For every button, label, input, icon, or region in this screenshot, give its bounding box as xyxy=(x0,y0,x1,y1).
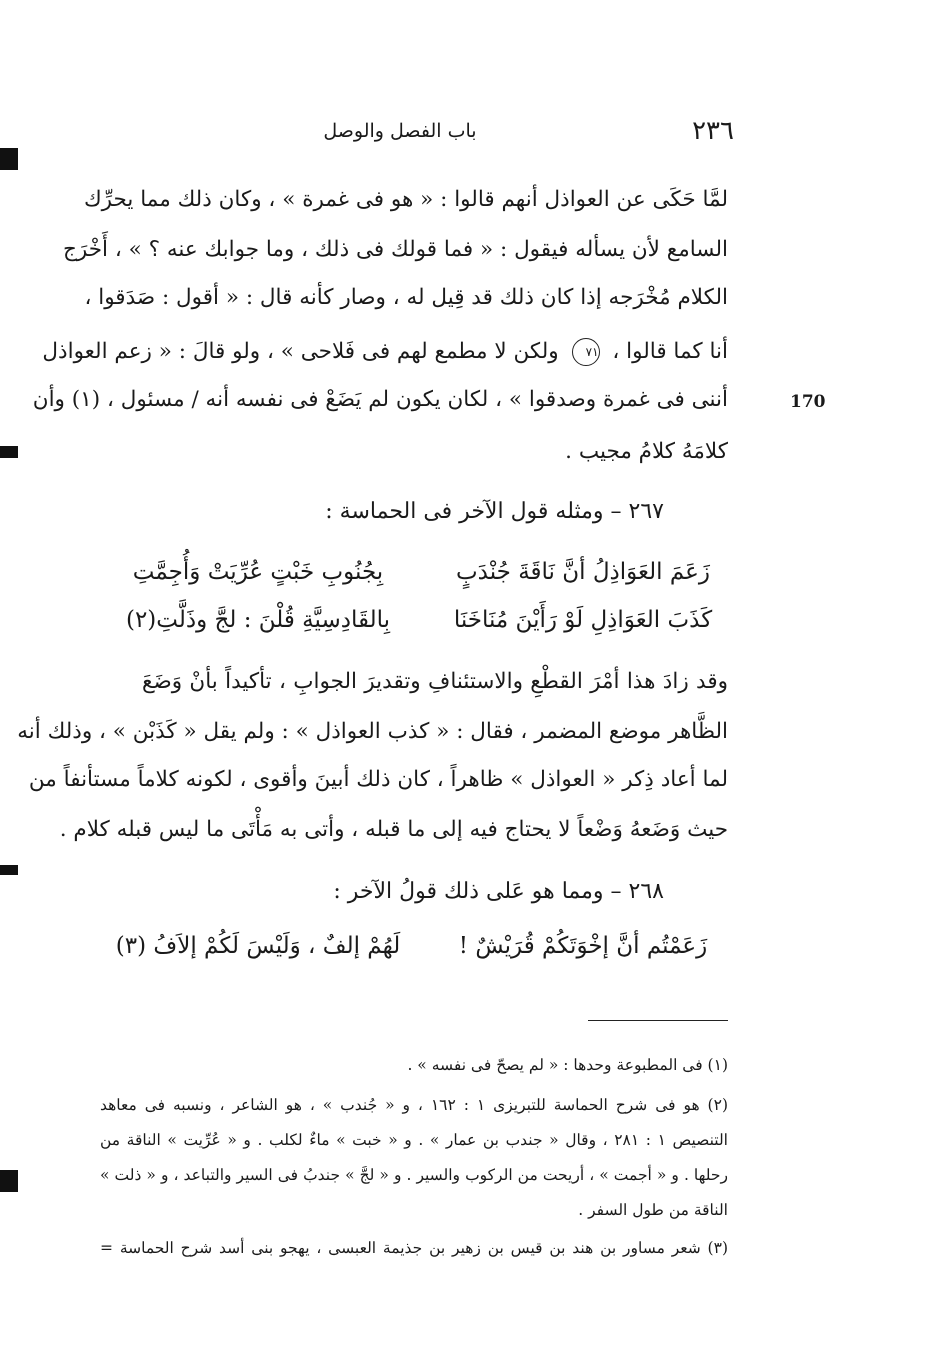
paragraph-line xyxy=(42,332,728,372)
paragraph-line: لمَّا حَكَى عن العواذل أنهم قالوا : « هو فى غمرة » ، وكان ذلك مما يحرِّك xyxy=(83,187,728,212)
paragraph-line: كلامَهُ كلامُ مجيب . xyxy=(565,439,728,464)
paragraph-line: لما أعاد ذِكر « العواذل » ظاهراً ، كان ذلك أبينَ وأقوى ، لكونه كلاماً مستأنفاً من xyxy=(28,767,728,792)
line-segment: ولكن لا مطمع لهم فى فَلاحى » ، ولو قالَ : « زعم العواذل xyxy=(42,339,559,364)
verse-hemistich: كَذَبَ العَوَاذِلِ لَوْ رَأَيْنَ مُنَاخَنَا xyxy=(453,607,713,633)
paragraph-line: السامع لأن يسأله فيقول : « فما قولك فى ذلك ، وما جوابك عنه ؟ » ، أَخْرَج xyxy=(63,237,728,262)
paragraph-line: وقد زادَ هذا أمْرَ القطْعِ والاستئنافِ وتقديرَ الجوابِ ، تأكيداً بأنْ وَضَعَ xyxy=(142,669,728,694)
verse-hemistich: بِالقَادِسِيَّةِ قُلْنَ : لجَّ وذَلَّتِ(٢) xyxy=(125,607,391,633)
verse-line xyxy=(100,598,728,642)
footnote-line: التنصيص ١ : ٢٨١ ، وقال « جندب بن عمار » . و « خبت » ماءٌ لكلب . و « عُرِّيت » الناقة من xyxy=(100,1131,728,1149)
page-marker-circle: ٧١ xyxy=(572,338,600,366)
verse-hemistich: بِجُنُوبِ خَبْتٍ عُرِّيَتْ وَأُجِمَّتِ xyxy=(132,559,384,585)
footnote-line: (٢) هو فى شرح الحماسة للتبريزى ١ : ١٦٢ ، و « جُندب » ، هو الشاعر ، ونسبه فى معاهد xyxy=(100,1096,728,1114)
line-segment: أنا كما قالوا ، xyxy=(612,339,728,364)
verse-hemistich: لَهُمْ إلفٌ ، وَلَيْسَ لَكُمْ إلاَفُ (٣) xyxy=(115,933,401,959)
section-heading: ٢٦٨ – ومما هو عَلى ذلك قولُ الآخر : xyxy=(333,879,664,904)
edge-mark xyxy=(0,446,18,458)
edge-mark xyxy=(0,148,18,170)
footnote-line: رحلها . و « أجمت » ، أريحت من الركوب والسير . و « لجَّ » جندبُ فى السير والتباعد ، و « ذلت » xyxy=(100,1166,728,1184)
verse-line xyxy=(100,924,728,968)
running-head: باب الفصل والوصل xyxy=(323,120,477,142)
edge-mark xyxy=(0,1170,18,1192)
verse-hemistich: زَعَمْتُم أنَّ إخْوَتَكُمْ قُرَيْشٌ ! xyxy=(458,933,708,959)
page-number: ٢٣٦ xyxy=(692,116,734,146)
footnote-line: (٣) شعر مساور بن هند بن قيس بن زهير بن جذيمة العبسى ، يهجو بنى أسد شرح الحماسة = xyxy=(100,1239,728,1257)
main-text xyxy=(17,180,728,1080)
footnote-line: الناقة من طول السفر . xyxy=(578,1201,728,1219)
paragraph-line: الكلام مُخْرَجه إذا كان ذلك قد قِيل له ، وصار كأنه قال : « أقول : صَدَقوا ، xyxy=(84,285,728,310)
edge-mark xyxy=(0,865,18,875)
verse-line xyxy=(100,550,728,594)
verse-hemistich: زَعَمَ العَوَاذِلُ أنَّ نَاقَةَ جُنْدَبٍ xyxy=(456,559,710,585)
margin-reference: 170 xyxy=(790,392,826,412)
footnote-line: (١) فى المطبوعة وحدها : « لم يصحّ فى نفسه » . xyxy=(407,1056,728,1074)
section-heading: ٢٦٧ – ومثله قول الآخر فى الحماسة : xyxy=(325,499,664,524)
footnote-separator xyxy=(588,1020,728,1021)
paragraph-line: حيث وَضَعهُ وَضْعاً لا يحتاج فيه إلى ما قبله ، وأتى به مَأْتَى ما ليس قبله كلام . xyxy=(59,817,728,842)
paragraph-line: الظَّاهر موضع المضمر ، فقال : « كذب العواذل » : ولم يقل « كَذَبْن » ، وذلك أنه xyxy=(17,719,728,744)
paragraph-line: أننى فى غمرة وصدقوا » ، لكان يكون لم يَضَعْ فى نفسه أنه / مسئول ، (١) وأن xyxy=(32,387,728,412)
